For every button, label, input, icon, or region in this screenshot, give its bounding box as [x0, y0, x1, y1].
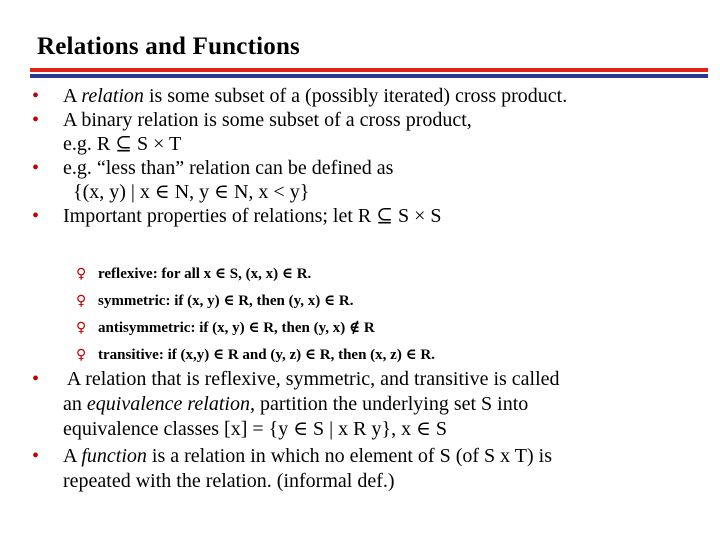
- set-definition: {(x, y) | x ∈ N, y ∈ N, x < y}: [73, 181, 310, 203]
- bullet-item: [28, 444, 698, 494]
- bullet-list-top: [28, 84, 698, 228]
- emphasis-text: equivalence relation,: [86, 393, 255, 415]
- sub-bullet-icon: ♀: [76, 293, 87, 309]
- property-text: symmetric: if (x, y) ∈ R, then (y, x) ∈ R.: [98, 293, 354, 309]
- title-rule-blue: [30, 74, 708, 78]
- text-run: an: [63, 393, 87, 415]
- sub-bullet-icon: ♀: [76, 266, 87, 282]
- bullet-text-cont: [63, 392, 698, 417]
- bullet-text: e.g. “less than” relation can be defined as: [63, 157, 394, 179]
- bullet-text: Important properties of relations; let R ⊆ S × S: [63, 205, 442, 227]
- property-text: antisymmetric: if (x, y) ∈ R, then (y, x) ∉ R: [98, 320, 375, 336]
- text-run: A: [63, 445, 82, 467]
- bullet-item: [28, 204, 698, 228]
- property-item-antisymmetric: [76, 315, 696, 342]
- bullet-item: [28, 367, 698, 442]
- text-run: is a relation in which no element of S (of S x T) is: [146, 445, 553, 467]
- text-run: partition the underlying set S into: [254, 393, 529, 415]
- property-list: [76, 261, 696, 369]
- bullet-item: [28, 84, 698, 108]
- bullet-dot-icon: •: [32, 368, 40, 390]
- property-item-transitive: [76, 342, 696, 369]
- bullet-item: [28, 108, 698, 156]
- property-item-reflexive: [76, 261, 696, 288]
- emphasis-text: relation: [81, 85, 144, 107]
- bullet-text-cont: repeated with the relation. (informal def.): [63, 470, 395, 492]
- bullet-text: A binary relation is some subset of a cross product,: [63, 109, 472, 131]
- text-run: A: [63, 85, 82, 107]
- bullet-dot-icon: •: [32, 445, 40, 467]
- emphasis-text: function: [81, 445, 147, 467]
- bullet-item: [28, 156, 698, 204]
- property-item-symmetric: [76, 288, 696, 315]
- bullet-dot-icon: •: [32, 85, 40, 107]
- bullet-text-cont: e.g. R ⊆ S × T: [63, 133, 182, 155]
- bullet-text-cont: equivalence classes [x] = {y ∈ S | x R y}, x ∈ S: [63, 418, 448, 440]
- bullet-dot-icon: •: [32, 157, 40, 179]
- sub-bullet-icon: ♀: [76, 320, 87, 336]
- bullet-text: [63, 84, 698, 108]
- bullet-text: A relation that is reflexive, symmetric, and transitive is called: [63, 368, 560, 390]
- bullet-dot-icon: •: [32, 205, 40, 227]
- property-text: transitive: if (x,y) ∈ R and (y, z) ∈ R, then (x, z) ∈ R.: [98, 347, 436, 363]
- bullet-dot-icon: •: [32, 109, 40, 131]
- sub-bullet-icon: ♀: [76, 347, 87, 363]
- bullet-list-bottom: [28, 367, 698, 494]
- text-run: is some subset of a (possibly iterated) cross product.: [143, 85, 568, 107]
- bullet-text: [63, 444, 698, 469]
- property-text: reflexive: for all x ∈ S, (x, x) ∈ R.: [98, 266, 312, 282]
- slide-title: Relations and Functions: [37, 33, 300, 60]
